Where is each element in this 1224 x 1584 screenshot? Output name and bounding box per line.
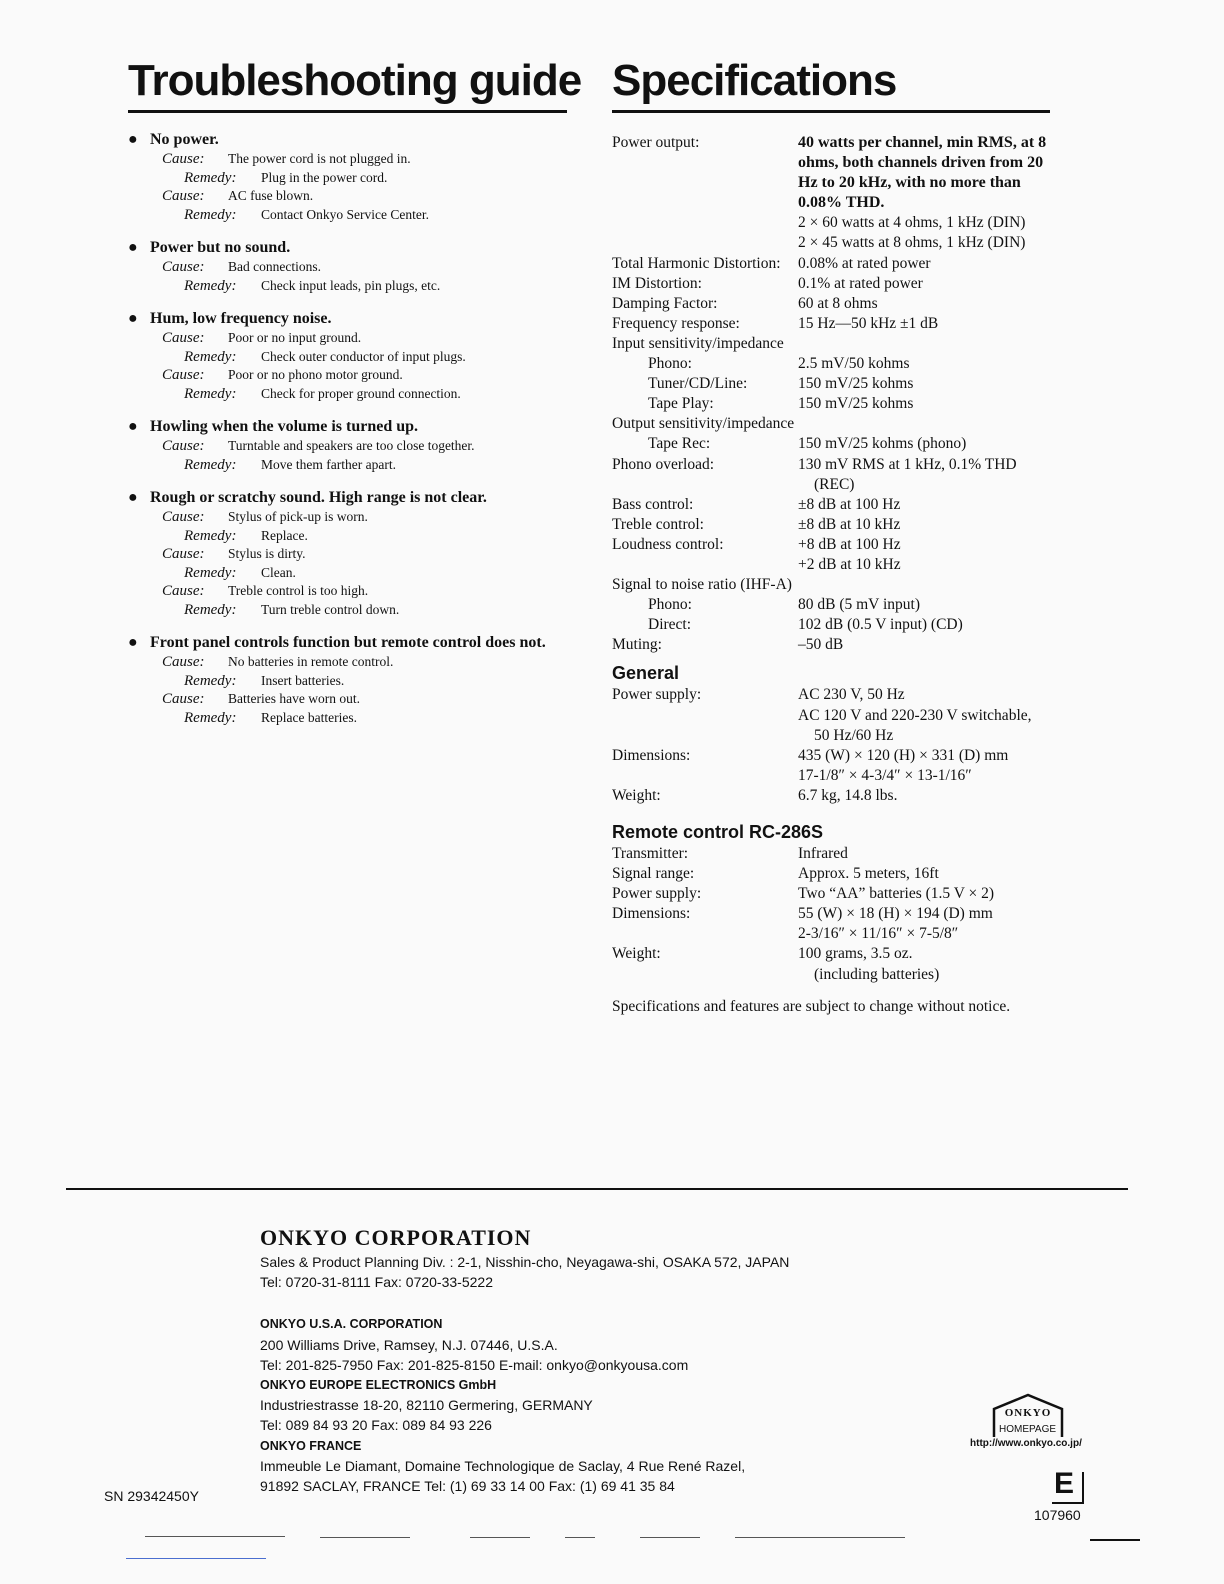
spec-value	[798, 213, 1052, 253]
branch-name: ONKYO FRANCE	[260, 1438, 362, 1453]
scan-dash	[565, 1537, 595, 1538]
remedy-text: Contact Onkyo Service Center.	[261, 206, 429, 222]
branch-address-line: 200 Williams Drive, Ramsey, N.J. 07446, U.S.A.	[260, 1336, 558, 1353]
spec-row	[612, 455, 1052, 495]
footer-addresses	[260, 1224, 880, 1496]
trouble-issue-title	[128, 130, 578, 150]
spec-value	[798, 254, 1052, 274]
cause-text: Poor or no phono motor ground.	[228, 367, 403, 382]
branch-block	[260, 1436, 880, 1497]
spec-key: Input sensitivity/impedance	[612, 334, 784, 352]
spec-row	[612, 535, 1052, 575]
cause-text: Treble control is too high.	[228, 583, 369, 598]
remedy-line	[128, 564, 578, 583]
scan-dash	[735, 1537, 905, 1538]
spec-key: Bass control:	[612, 495, 694, 513]
spec-row	[612, 884, 1052, 904]
spec-value-line: 102 dB (0.5 V input) (CD)	[798, 616, 963, 634]
branch-block	[260, 1314, 880, 1375]
remedy-line	[128, 206, 578, 225]
spec-value-line: Infrared	[798, 845, 848, 862]
scan-dash	[126, 1558, 266, 1559]
spec-value-line: 40 watts per channel, min RMS, at 8 ohms, both channels driven from 20 Hz to 20 kHz, with no more than 0.08% THD.	[798, 134, 1047, 212]
homepage-label: HOMEPAGE	[999, 1424, 1057, 1435]
corp-address-line: Sales & Product Planning Div. : 2-1, Nisshin-cho, Neyagawa-shi, OSAKA 572, JAPAN	[260, 1254, 790, 1270]
remedy-text: Plug in the power cord.	[261, 169, 388, 185]
remedy-line	[128, 527, 578, 546]
spec-general-section	[612, 685, 1052, 806]
cause-text: AC fuse blown.	[228, 188, 314, 203]
spec-row	[612, 515, 1052, 535]
spec-value-line: 17-1/8″ × 4-3/4″ × 13-1/16″	[798, 766, 972, 784]
lang-mark: E	[1054, 1467, 1075, 1500]
scan-dash	[640, 1537, 700, 1538]
spec-value	[798, 374, 1052, 394]
cause-label: Cause:	[162, 367, 205, 383]
spec-key: Power supply:	[612, 686, 702, 704]
cause-text: Poor or no input ground.	[228, 330, 362, 345]
cause-line	[128, 582, 578, 601]
spec-row	[612, 685, 1052, 745]
serial-number: SN 29342450Y	[104, 1488, 199, 1504]
homepage-url[interactable]: http://www.onkyo.co.jp/	[970, 1438, 1082, 1449]
trouble-issue-title	[128, 238, 578, 258]
trouble-issue-title	[128, 633, 578, 653]
trouble-item	[128, 417, 578, 474]
spec-row	[612, 595, 1052, 615]
cause-text: Stylus of pick-up is worn.	[228, 509, 368, 524]
spec-key: Treble control:	[612, 515, 704, 533]
spec-value-line: –50 dB	[798, 636, 844, 654]
spec-value-line: 100 grams, 3.5 oz.	[798, 945, 913, 963]
troubleshooting-title: Troubleshooting guide	[128, 56, 582, 105]
branch-address-line: Tel: 089 84 93 20 Fax: 089 84 93 226	[260, 1417, 492, 1434]
document-number: 107960	[1034, 1507, 1081, 1523]
spec-row	[612, 904, 1052, 944]
spec-key: Muting:	[612, 636, 662, 654]
spec-value-line: 150 mV/25 kohms (phono)	[798, 435, 967, 453]
cause-line	[128, 187, 578, 206]
cause-label: Cause:	[162, 691, 205, 707]
spec-value-line: 0.08% at rated power	[798, 254, 931, 272]
cause-label: Cause:	[162, 188, 205, 204]
spec-value-line: 15 Hz—50 kHz ±1 dB	[798, 314, 939, 332]
remedy-label: Remedy:	[184, 277, 237, 294]
remedy-line	[128, 348, 578, 367]
branch-block	[260, 1375, 880, 1436]
spec-value	[798, 354, 1052, 374]
spec-key: Direct:	[648, 616, 692, 634]
spec-value	[798, 334, 1052, 354]
cause-line	[128, 366, 578, 385]
spec-key: Total Harmonic Distortion:	[612, 254, 781, 272]
bullet-icon: ●	[128, 418, 138, 435]
spec-value	[798, 884, 1052, 904]
spec-value	[798, 746, 1052, 786]
cause-label: Cause:	[162, 259, 205, 275]
spec-key: Signal range:	[612, 865, 695, 883]
trouble-item	[128, 130, 578, 224]
spec-value	[798, 685, 1052, 745]
spec-note: Specifications and features are subject to change without notice.	[612, 997, 1011, 1015]
spec-value-line: 50 Hz/60 Hz	[814, 726, 894, 744]
spec-value-line: ±8 dB at 100 Hz	[798, 495, 901, 513]
trouble-item	[128, 488, 578, 619]
issue-title-text: Front panel controls function but remote control does not.	[150, 634, 546, 651]
spec-row	[612, 213, 1052, 253]
branch-address-line: Industriestrasse 18-20, 82110 Germering, GERMANY	[260, 1397, 593, 1414]
spec-key: Phono:	[648, 596, 692, 614]
remedy-line	[128, 601, 578, 620]
spec-value	[798, 575, 1052, 595]
spec-value	[798, 455, 1052, 495]
issue-title-text: Power but no sound.	[150, 239, 291, 256]
spec-key: Tuner/CD/Line:	[648, 375, 748, 393]
spec-remote-section	[612, 844, 1052, 985]
footer-rule	[66, 1188, 1128, 1190]
spec-row	[612, 414, 1052, 434]
spec-value-line: 150 mV/25 kohms	[798, 395, 914, 413]
cause-text: No batteries in remote control.	[228, 654, 394, 669]
spec-value	[798, 535, 1052, 575]
spec-key: Power output:	[612, 134, 700, 151]
corp-address-line: Tel: 0720-31-8111 Fax: 0720-33-5222	[260, 1274, 493, 1291]
general-heading: General	[612, 663, 680, 684]
spec-value	[798, 294, 1052, 314]
bullet-icon: ●	[128, 634, 138, 651]
issue-title-text: No power.	[150, 131, 219, 148]
spec-key: Weight:	[612, 786, 661, 804]
trouble-item	[128, 633, 578, 727]
spec-key: Frequency response:	[612, 314, 740, 332]
cause-label: Cause:	[162, 654, 205, 670]
remote-heading: Remote control RC-286S	[612, 822, 824, 842]
spec-value-line: (REC)	[814, 475, 855, 493]
spec-value-line: 150 mV/25 kohms	[798, 375, 914, 393]
remedy-label: Remedy:	[184, 601, 237, 618]
spec-row	[612, 274, 1052, 294]
spec-value-line: +2 dB at 10 kHz	[798, 555, 901, 573]
spec-key: Power supply:	[612, 885, 702, 903]
spec-value-line: 2.5 mV/50 kohms	[798, 355, 910, 373]
trouble-item	[128, 309, 578, 403]
spec-value	[798, 944, 1052, 984]
spec-key: Tape Play:	[648, 395, 714, 413]
bullet-icon: ●	[128, 131, 138, 148]
spec-key: Tape Rec:	[648, 435, 711, 453]
spec-row	[612, 495, 1052, 515]
spec-value-line: 0.1% at rated power	[798, 274, 923, 292]
spec-key: Damping Factor:	[612, 294, 718, 312]
trouble-issue-title	[128, 417, 578, 437]
spec-row	[612, 394, 1052, 414]
bullet-icon: ●	[128, 489, 138, 506]
spec-value	[798, 864, 1052, 884]
cause-text: Batteries have worn out.	[228, 691, 360, 706]
remedy-line	[128, 709, 578, 728]
spec-row	[612, 334, 1052, 354]
spec-row	[612, 575, 1052, 595]
specifications-table	[612, 133, 1052, 1017]
spec-row	[612, 864, 1052, 884]
remedy-label: Remedy:	[184, 709, 237, 726]
remedy-label: Remedy:	[184, 206, 237, 223]
spec-value-line: +8 dB at 100 Hz	[798, 535, 901, 553]
remedy-label: Remedy:	[184, 456, 237, 473]
spec-value-line: 2 × 60 watts at 4 ohms, 1 kHz (DIN)	[798, 214, 1026, 232]
spec-row	[612, 354, 1052, 374]
spec-value	[798, 133, 1052, 213]
cause-line	[128, 150, 578, 169]
issue-title-text: Rough or scratchy sound. High range is not clear.	[150, 489, 487, 506]
spec-value-line: 60 at 8 ohms	[798, 294, 878, 312]
spec-row	[612, 314, 1052, 334]
spec-value-line: ±8 dB at 10 kHz	[798, 515, 901, 533]
spec-value	[798, 635, 1052, 655]
bullet-icon: ●	[128, 310, 138, 327]
remedy-label: Remedy:	[184, 672, 237, 689]
cause-text: Bad connections.	[228, 259, 321, 274]
troubleshooting-rule	[128, 110, 567, 113]
spec-key: Loudness control:	[612, 535, 724, 553]
remedy-label: Remedy:	[184, 348, 237, 365]
spec-key: Transmitter:	[612, 845, 689, 862]
spec-row	[612, 294, 1052, 314]
spec-value	[798, 495, 1052, 515]
remedy-text: Move them farther apart.	[261, 456, 396, 472]
spec-row	[612, 374, 1052, 394]
specifications-title: Specifications	[612, 56, 897, 105]
cause-line	[128, 508, 578, 527]
remedy-text: Check input leads, pin plugs, etc.	[261, 277, 441, 293]
spec-value-line: Approx. 5 meters, 16ft	[798, 865, 939, 883]
cause-text: Stylus is dirty.	[228, 546, 306, 561]
spec-key	[612, 213, 798, 253]
cause-text: Turntable and speakers are too close together.	[228, 438, 475, 453]
spec-row	[612, 133, 1052, 213]
remedy-line	[128, 456, 578, 475]
spec-row	[612, 944, 1052, 984]
remedy-text: Turn treble control down.	[261, 601, 400, 617]
spec-value	[798, 786, 1052, 806]
issue-title-text: Howling when the volume is turned up.	[150, 418, 419, 435]
cause-line	[128, 653, 578, 672]
scan-dash	[470, 1537, 530, 1538]
spec-value-line: AC 230 V, 50 Hz	[798, 686, 905, 704]
remedy-text: Insert batteries.	[261, 672, 345, 688]
spec-key: Dimensions:	[612, 746, 691, 764]
spec-row	[612, 746, 1052, 786]
cause-label: Cause:	[162, 438, 205, 454]
spec-value-line: 80 dB (5 mV input)	[798, 596, 920, 614]
trouble-item	[128, 238, 578, 295]
cause-label: Cause:	[162, 330, 205, 346]
branch-address-line: Immeuble Le Diamant, Domaine Technologique de Saclay, 4 Rue René Razel,	[260, 1457, 746, 1474]
remedy-text: Check for proper ground connection.	[261, 385, 461, 401]
spec-value	[798, 274, 1052, 294]
spec-value-line: AC 120 V and 220-230 V switchable,	[798, 706, 1032, 724]
remedy-label: Remedy:	[184, 564, 237, 581]
spec-value-line: 6.7 kg, 14.8 lbs.	[798, 786, 898, 804]
spec-value	[798, 615, 1052, 635]
remedy-line	[128, 672, 578, 691]
branch-list	[260, 1314, 880, 1496]
spec-value	[798, 595, 1052, 615]
remedy-label: Remedy:	[184, 169, 237, 186]
trouble-issue-title	[128, 488, 578, 508]
remedy-text: Check outer conductor of input plugs.	[261, 348, 466, 364]
spec-value-line: 130 mV RMS at 1 kHz, 0.1% THD	[798, 455, 1017, 473]
spec-row	[612, 786, 1052, 806]
spec-value-line: (including batteries)	[814, 965, 940, 983]
branch-name: ONKYO U.S.A. CORPORATION	[260, 1317, 443, 1332]
spec-value-line: Two “AA” batteries (1.5 V × 2)	[798, 885, 995, 903]
homepage-logo-text: ONKYO	[1004, 1407, 1052, 1419]
cause-line	[128, 329, 578, 348]
spec-value-line: 435 (W) × 120 (H) × 331 (D) mm	[798, 746, 1009, 764]
branch-address-line: Tel: 201-825-7950 Fax: 201-825-8150 E-mail: onkyo@onkyousa.com	[260, 1356, 689, 1373]
spec-key: Weight:	[612, 945, 661, 963]
spec-key: Phono overload:	[612, 455, 715, 473]
cause-label: Cause:	[162, 151, 205, 167]
spec-value	[798, 844, 1052, 864]
scan-dash	[145, 1536, 285, 1537]
remedy-text: Clean.	[261, 564, 296, 580]
homepage-badge	[992, 1393, 1064, 1439]
scan-dash	[320, 1537, 410, 1538]
remedy-label: Remedy:	[184, 527, 237, 544]
cause-label: Cause:	[162, 509, 205, 525]
specifications-rule	[612, 110, 1050, 113]
spec-key: Output sensitivity/impedance	[612, 415, 795, 433]
spec-value	[798, 515, 1052, 535]
spec-value	[798, 434, 1052, 454]
cause-label: Cause:	[162, 546, 205, 562]
spec-value	[798, 414, 1052, 434]
troubleshooting-list	[128, 130, 578, 741]
spec-row	[612, 844, 1052, 864]
scan-dash	[1090, 1539, 1140, 1541]
spec-value-line: 2 × 45 watts at 8 ohms, 1 kHz (DIN)	[798, 234, 1026, 252]
remedy-text: Replace.	[261, 527, 308, 543]
trouble-issue-title	[128, 309, 578, 329]
spec-key: IM Distortion:	[612, 274, 702, 292]
cause-line	[128, 545, 578, 564]
spec-row	[612, 434, 1052, 454]
spec-row	[612, 635, 1052, 655]
spec-value	[798, 904, 1052, 944]
spec-main-section	[612, 133, 1052, 655]
remedy-label: Remedy:	[184, 385, 237, 402]
cause-text: The power cord is not plugged in.	[228, 151, 411, 166]
branch-name: ONKYO EUROPE ELECTRONICS GmbH	[260, 1378, 497, 1393]
spec-key: Dimensions:	[612, 905, 691, 923]
cause-line	[128, 437, 578, 456]
cause-line	[128, 690, 578, 709]
spec-row	[612, 254, 1052, 274]
corp-address	[260, 1252, 880, 1292]
remedy-line	[128, 385, 578, 404]
spec-key: Phono:	[648, 355, 692, 373]
issue-title-text: Hum, low frequency noise.	[150, 310, 332, 327]
remedy-line	[128, 277, 578, 296]
branch-address-line: 91892 SACLAY, FRANCE Tel: (1) 69 33 14 00 Fax: (1) 69 41 35 84	[260, 1478, 675, 1495]
onkyo-corporation-logo: ONKYO CORPORATION	[260, 1225, 532, 1250]
spec-value-line: 55 (W) × 18 (H) × 194 (D) mm	[798, 905, 993, 923]
bullet-icon: ●	[128, 239, 138, 256]
spec-key: Signal to noise ratio (IHF-A)	[612, 576, 792, 594]
cause-line	[128, 258, 578, 277]
spec-row	[612, 615, 1052, 635]
spec-value	[798, 394, 1052, 414]
cause-label: Cause:	[162, 583, 205, 599]
spec-value-line: 2-3/16″ × 11/16″ × 7-5/8″	[798, 925, 959, 943]
spec-value	[798, 314, 1052, 334]
remedy-line	[128, 169, 578, 188]
remedy-text: Replace batteries.	[261, 709, 357, 725]
